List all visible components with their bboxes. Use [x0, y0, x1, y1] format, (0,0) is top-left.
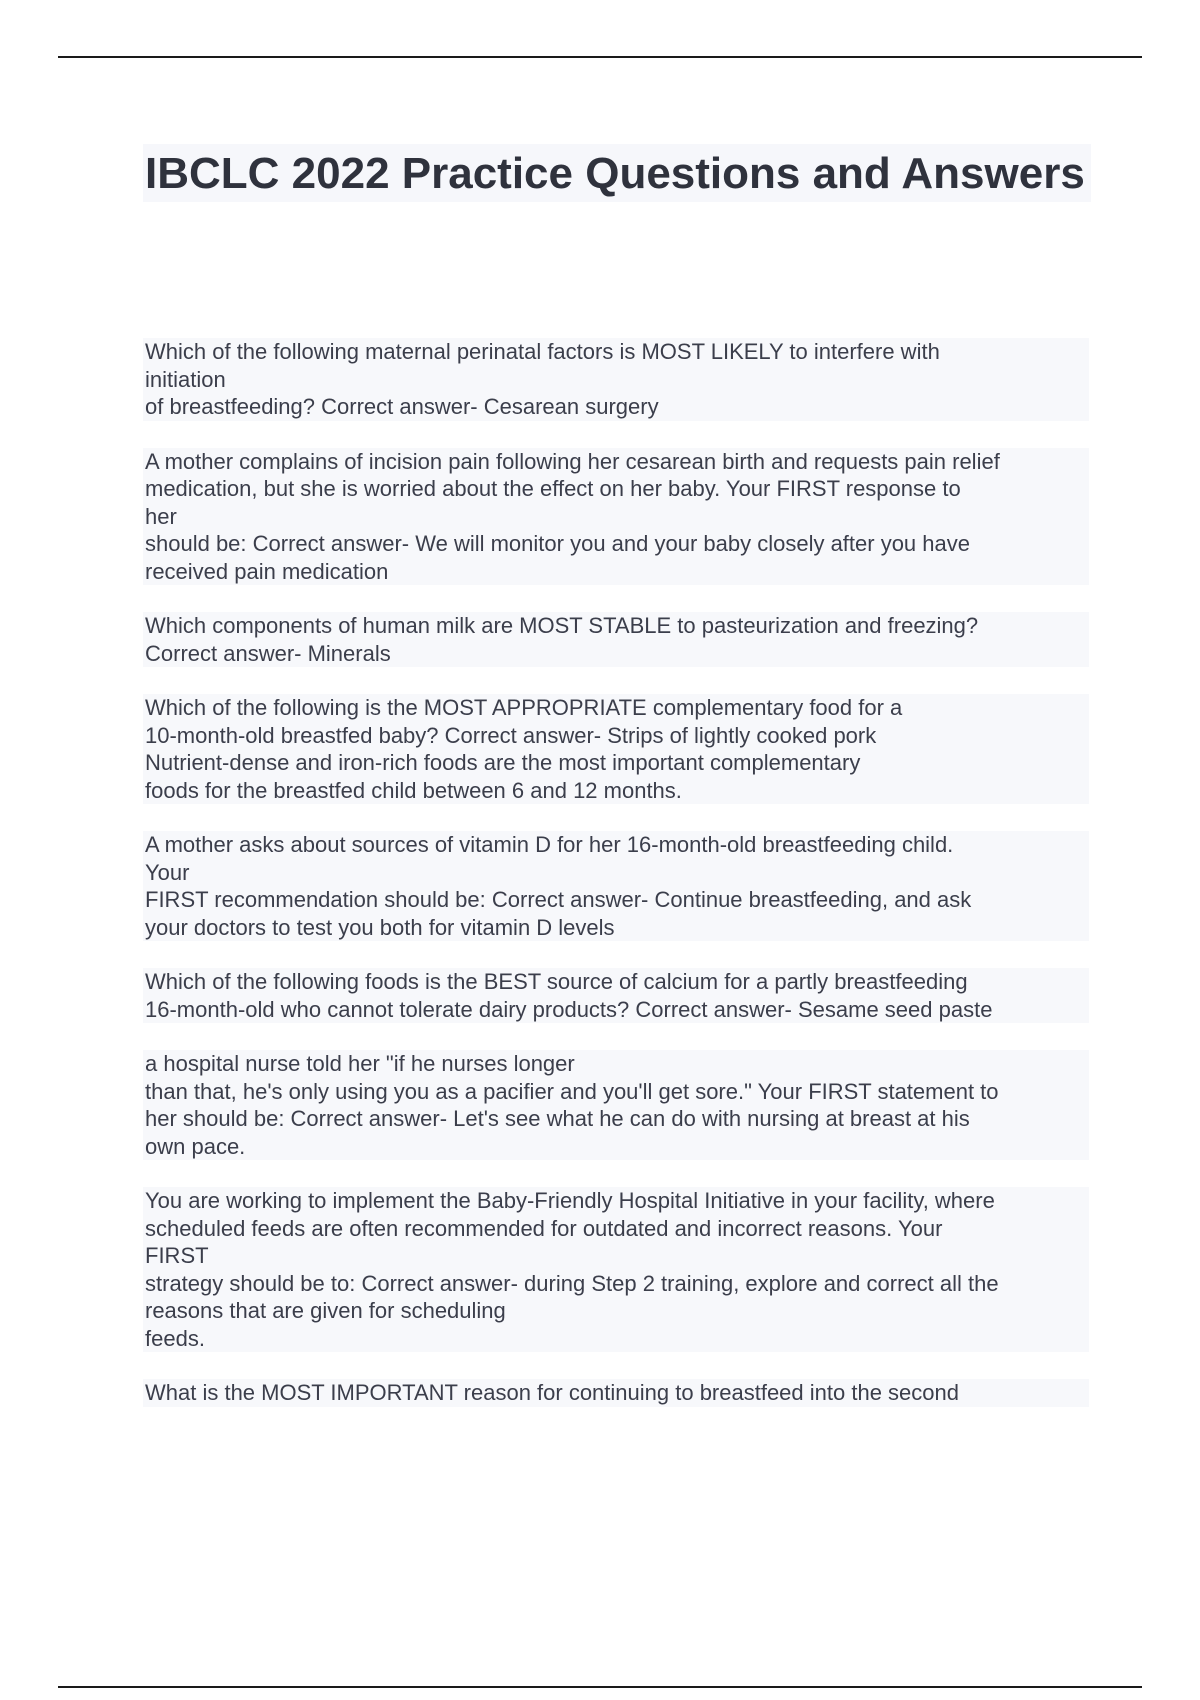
question-answer-6: Which of the following foods is the BEST source of calcium for a partly breastfeeding 16-month-old who cannot tolerate dairy products? Correct answer- Sesame seed paste — [143, 968, 1089, 1023]
question-answer-9: What is the MOST IMPORTANT reason for continuing to breastfeed into the second — [143, 1379, 1089, 1407]
question-answer-4: Which of the following is the MOST APPROPRIATE complementary food for a 10-month-old breastfed baby? Correct answer- Strips of lightly cooked pork Nutrient-dense and iron-rich foods are the most important complementary foods for the breastfed child between 6 and 12 months. — [143, 694, 1089, 804]
question-list — [143, 338, 1089, 1407]
page-title: IBCLC 2022 Practice Questions and Answers — [145, 149, 1085, 198]
question-answer-8: You are working to implement the Baby-Friendly Hospital Initiative in your facility, where scheduled feeds are often recommended for outdated and incorrect reasons. Your FIRST strategy should be to: Correct answer- during Step 2 training, explore and correct all the reasons that are given for scheduling feeds. — [143, 1187, 1089, 1352]
bottom-rule — [58, 1686, 1142, 1688]
question-answer-1: Which of the following maternal perinatal factors is MOST LIKELY to interfere with initiation of breastfeeding? Correct answer- Cesarean surgery — [143, 338, 1089, 421]
top-rule — [58, 56, 1142, 58]
question-answer-3: Which components of human milk are MOST STABLE to pasteurization and freezing? Correct answer- Minerals — [143, 612, 1089, 667]
title-block — [143, 144, 1091, 202]
question-answer-7: a hospital nurse told her "if he nurses longer than that, he's only using you as a pacifier and you'll get sore." Your FIRST statement to her should be: Correct answer- Let's see what he can do with nursing at breast at his own pace. — [143, 1050, 1089, 1160]
question-answer-2: A mother complains of incision pain following her cesarean birth and requests pain relief medication, but she is worried about the effect on her baby. Your FIRST response to her should be: Correct answer- We will monitor you and your baby closely after you have received pain medication — [143, 448, 1089, 586]
question-answer-5: A mother asks about sources of vitamin D for her 16-month-old breastfeeding child. Your FIRST recommendation should be: Correct answer- Continue breastfeeding, and ask your doctors to test you both for vitamin D levels — [143, 831, 1089, 941]
